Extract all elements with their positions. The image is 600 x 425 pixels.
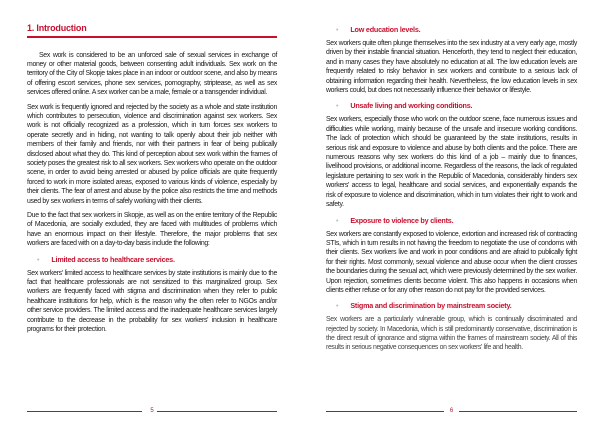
paragraph: Due to the fact that sex workers in Skopje, as well as on the entire territory of the Republic of Macedonia, are socially excluded, they are faced with multitudes of problems which have an enormous impact on their lifestyle. Therefore, the major problems that sex workers are faced with on a day-to-day basis include the following: (27, 212, 277, 248)
bullet-dot-icon: • (336, 215, 339, 225)
title-underline (27, 36, 277, 38)
paragraph: Sex workers, especially those who work on the outdoor scene, face numerous issues and difficulties while working, mainly because of the unsafe and insecure working conditions. The lack of protection which should be guaranteed by the state institutions, results in serious risk and exposure to violence and abuse by both clients and the police. There are numerous reasons why sex workers do this kind of a job – mainly due to finances, livelihood provisions, or additional income. Regardless of the reasons, the lack of regulated legislature pertaining to sex work in the Republic of Macedonia, considerably hinders sex workers' access to legal, healthcare and social services, and exponentially expands the risk of exposure to violence and discrimination, which in turn violates their right to work and safety. (326, 116, 577, 209)
bullet-label: Low education levels. (350, 25, 421, 34)
bullet-heading (336, 216, 577, 225)
bullet-dot-icon: • (336, 101, 339, 111)
bullet-dot-icon: • (37, 254, 40, 264)
footer-rule (157, 411, 277, 412)
paragraph: Sex work is considered to be an unforced sale of sexual services in exchange of money or other material goods, between consenting adult individuals. Sex work on the territory of the City of Skopje takes place in an indoor or outdoor scene, and also by means of offering escort services, phone sex services, pornography, striptease, as well as sex services offered online. A sex worker can be a male, female or a transgender individual. (27, 51, 277, 97)
paragraph: Sex workers' limited access to healthcare services by state institutions is mainly due to the fact that healthcare professionals are not sensitized to this marginalized group. Sex workers are frequently faced with stigma and discrimination when they refer to public healthcare institutions for help, which is the reason why the often refer to NGOs and/or other service providers. The limited access and the inadequate healthcare services largely contribute to the decrease in the probability for sex workers' inclusion in healthcare programs for their protection. (27, 269, 277, 334)
bullet-heading (336, 101, 577, 110)
page-number: 5 (150, 408, 154, 414)
footer-rule (459, 411, 577, 412)
paragraph: Sex workers are a particularly vulnerable group, which is continually discriminated and rejected by society. In Macedonia, which is still predominantly conservative, discrimination is the direct result of ignorance and stigma within the frames of mainstream society. All of this results in serious negative consequences on sex workers' life and health. (326, 316, 577, 351)
bullet-heading (336, 25, 577, 34)
section-title: 1. Introduction (27, 23, 87, 33)
bullet-dot-icon: • (336, 301, 339, 311)
left-page-content (27, 23, 277, 339)
bullet-label: Unsafe living and working conditions. (350, 101, 473, 111)
paragraph: Sex workers are constantly exposed to violence, extortion and increased risk of contracting STIs, which in turn results in not having the freedom to negotiate the use of condoms with their clients. Sex workers live and work in poor conditions and are afraid to publically fight for their rights. Most commonly, sexual violence and abuse occur when the client crosses the boundaries during the sexual act, which were previously determined by the sex worker. Upon rejection, sometimes clients become violent. This also happens in occasions when clients either refuse or for any other reason do not pay for the provided services. (326, 230, 577, 294)
right-page-content (326, 24, 577, 357)
page-footer (326, 406, 577, 416)
bullet-heading (37, 255, 277, 264)
page-footer (27, 406, 277, 416)
paragraph: Sex workers quite often plunge themselves into the sex industry at a very early age, mostly driven by their instable financial situation. Henceforth, they tend to neglect their education, and in many cases they have absolutely no education at all. The low education levels are frequently related to risky behavior in sex workers and contribute to a serious lack of obtaining information regarding their health. Nevertheless, the low education levels in sex workers could, but does not necessarily influence their behavior or lifestyle. (326, 40, 577, 95)
paragraph: Sex work is frequently ignored and rejected by the society as a whole and state institution which contributes to persecution, violence and discrimination against sex workers. Sex work is not officially recognized as a profession, which in turn forces sex workers to operate secretly and in hiding, not wanting to talk openly about their job neither with members of their family and friends, nor with their partners in fear of being publically disclosed about what they do. This kind of perception about sex work within the frames of society poses the greatest risk to all sex workers. Sex workers who operate on the outdoor scene, in order to avoid being arrested or abused by police officials are quite frequently forced to work in more isolated areas, exposed to various kinds of violence, especially by their clients. The fear of arrest and abuse by the police also restricts the time and methods used by sex workers in terms of safely working with their clients. (27, 103, 277, 205)
page-number: 6 (449, 408, 454, 414)
bullet-label: Stigma and discrimination by mainstream society. (350, 301, 512, 311)
bullet-label: Limited access to healthcare services. (51, 254, 175, 264)
bullet-dot-icon: • (336, 25, 339, 34)
right-page (326, 0, 577, 425)
left-page (27, 0, 277, 425)
bullet-heading (336, 301, 577, 310)
bullet-label: Exposure to violence by clients. (350, 215, 454, 225)
